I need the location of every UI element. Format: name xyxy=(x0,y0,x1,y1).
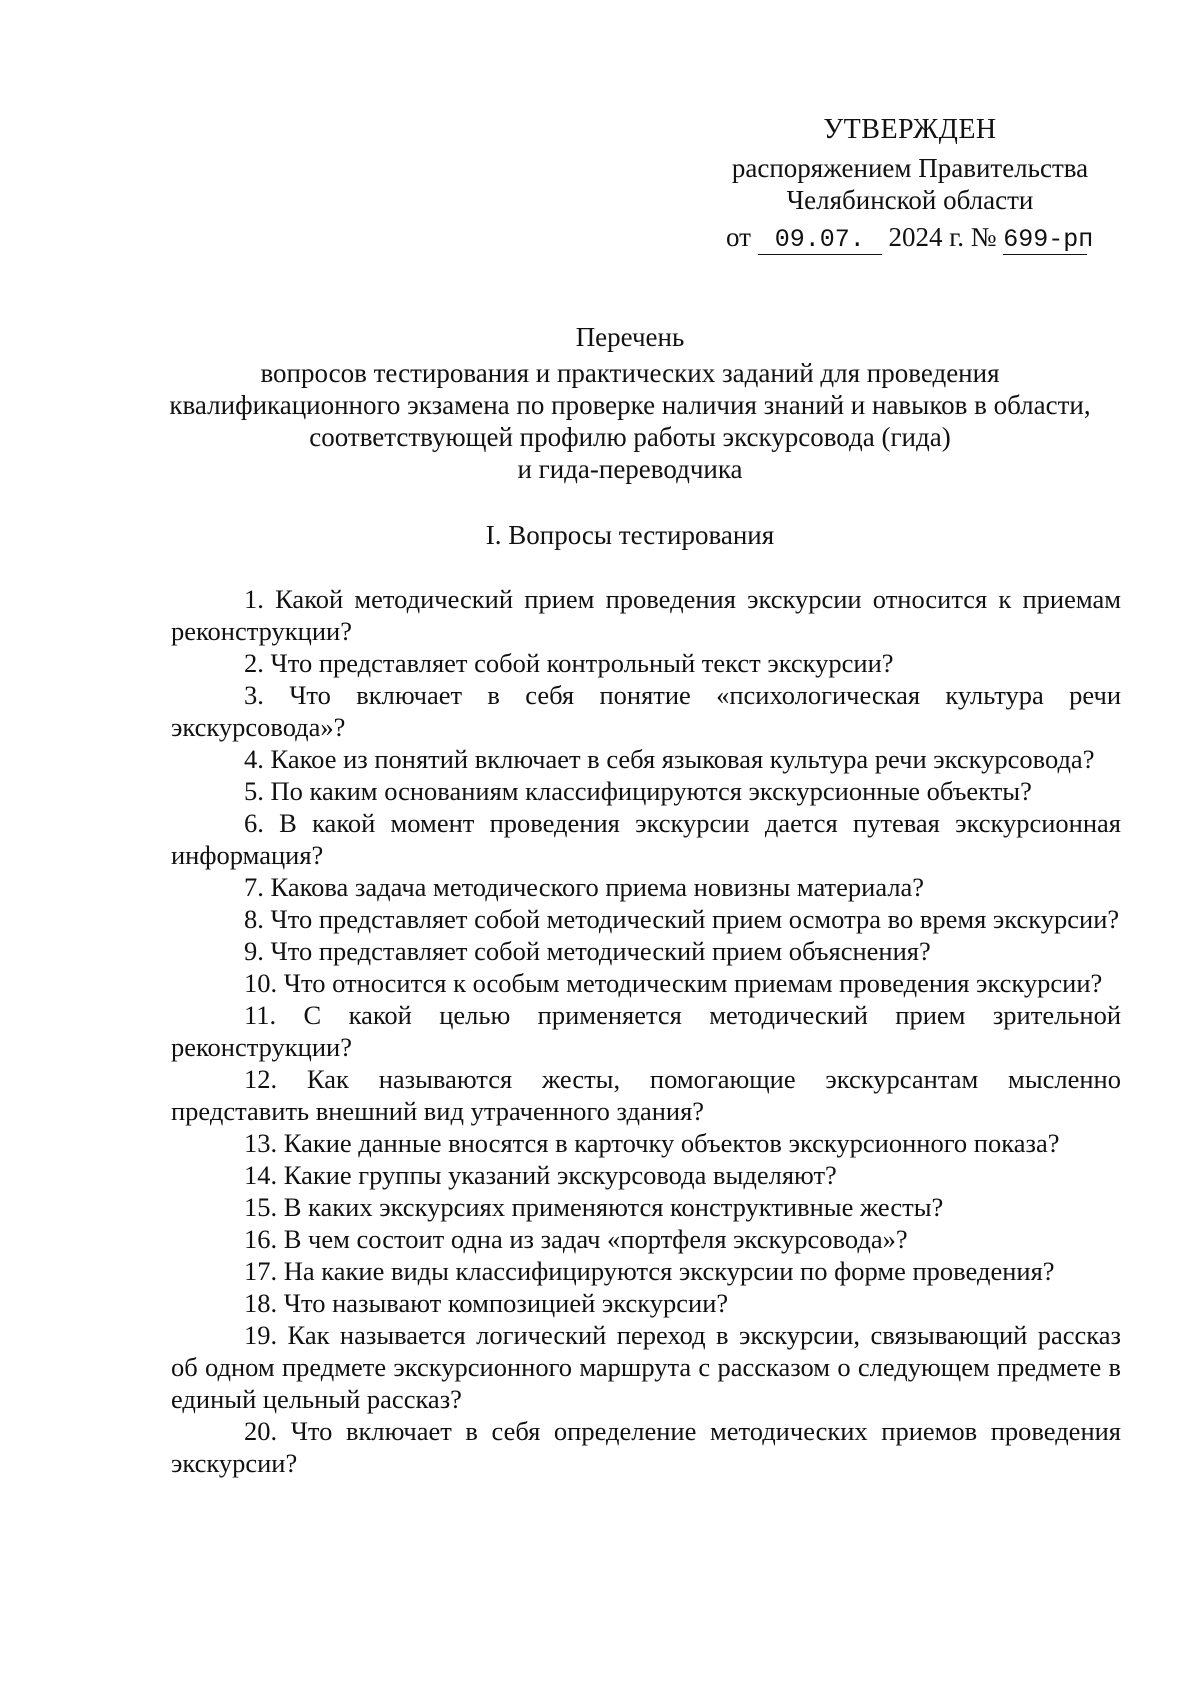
question-item: 16. В чем состоит одна из задач «портфеля экскурсовода»? xyxy=(244,1224,908,1254)
approval-block xyxy=(700,114,1120,216)
question-item: 9. Что представляет собой методический прием объяснения? xyxy=(244,936,931,966)
question-item: 15. В каких экскурсиях применяются конструктивные жесты? xyxy=(244,1192,944,1222)
question-item: 20. Что включает в себя определение методических приемов проведения экскурсии? xyxy=(171,1416,1121,1478)
question-item: 13. Какие данные вносятся в карточку объектов экскурсионного показа? xyxy=(244,1128,1060,1158)
title-line-4: соответствующей профилю работы экскурсовода (гида) xyxy=(309,422,951,452)
approval-line-2: Челябинской области xyxy=(786,185,1034,215)
question-item: 10. Что относится к особым методическим приемам проведения экскурсии? xyxy=(244,968,1103,998)
question-item: 12. Как называются жесты, помогающие экскурсантам мысленно представить внешний вид утраченного здания? xyxy=(171,1064,1121,1126)
title-line-5: и гида-переводчика xyxy=(517,454,743,484)
approval-date-line xyxy=(726,222,1094,255)
date-prefix: от xyxy=(726,222,751,252)
title-line-2: вопросов тестирования и практических заданий для проведения xyxy=(260,358,1000,388)
title-line-1: Перечень xyxy=(575,322,685,352)
question-item: 1. Какой методический прием проведения экскурсии относится к приемам реконструкции? xyxy=(171,584,1121,646)
approval-title: УТВЕРЖДЕН xyxy=(823,114,997,145)
date-value: 09.07. xyxy=(758,226,882,255)
question-item: 4. Какое из понятий включает в себя языковая культура речи экскурсовода? xyxy=(244,744,1095,774)
document-number: 699-рп xyxy=(1003,225,1094,254)
question-item: 19. Как называется логический переход в экскурсии, связывающий рассказ об одном предмете экскурсионного маршрута с рассказом о следующем предмете в единый цельный рассказ? xyxy=(171,1320,1121,1414)
question-item: 5. По каким основаниям классифицируются экскурсионные объекты? xyxy=(244,776,1032,806)
year-text: 2024 г. № xyxy=(888,222,997,252)
questions-list xyxy=(171,583,1121,1479)
question-item: 7. Какова задача методического приема новизны материала? xyxy=(244,872,925,902)
question-item: 8. Что представляет собой методический прием осмотра во время экскурсии? xyxy=(244,904,1120,934)
document-title xyxy=(140,321,1120,485)
question-item: 11. С какой целью применяется методический прием зрительной реконструкции? xyxy=(171,1000,1121,1062)
section-heading: I. Вопросы тестирования xyxy=(485,520,775,550)
question-item: 18. Что называют композицией экскурсии? xyxy=(244,1288,729,1318)
title-line-3: квалификационного экзамена по проверке наличия знаний и навыков в области, xyxy=(169,390,1091,420)
question-item: 2. Что представляет собой контрольный текст экскурсии? xyxy=(244,648,894,678)
question-item: 14. Какие группы указаний экскурсовода выделяют? xyxy=(244,1160,837,1190)
approval-line-1: распоряжением Правительства xyxy=(731,153,1089,183)
question-item: 3. Что включает в себя понятие «психологическая культура речи экскурсовода»? xyxy=(171,680,1121,742)
question-item: 17. На какие виды классифицируются экскурсии по форме проведения? xyxy=(244,1256,1055,1286)
question-item: 6. В какой момент проведения экскурсии дается путевая экскурсионная информация? xyxy=(171,808,1121,870)
